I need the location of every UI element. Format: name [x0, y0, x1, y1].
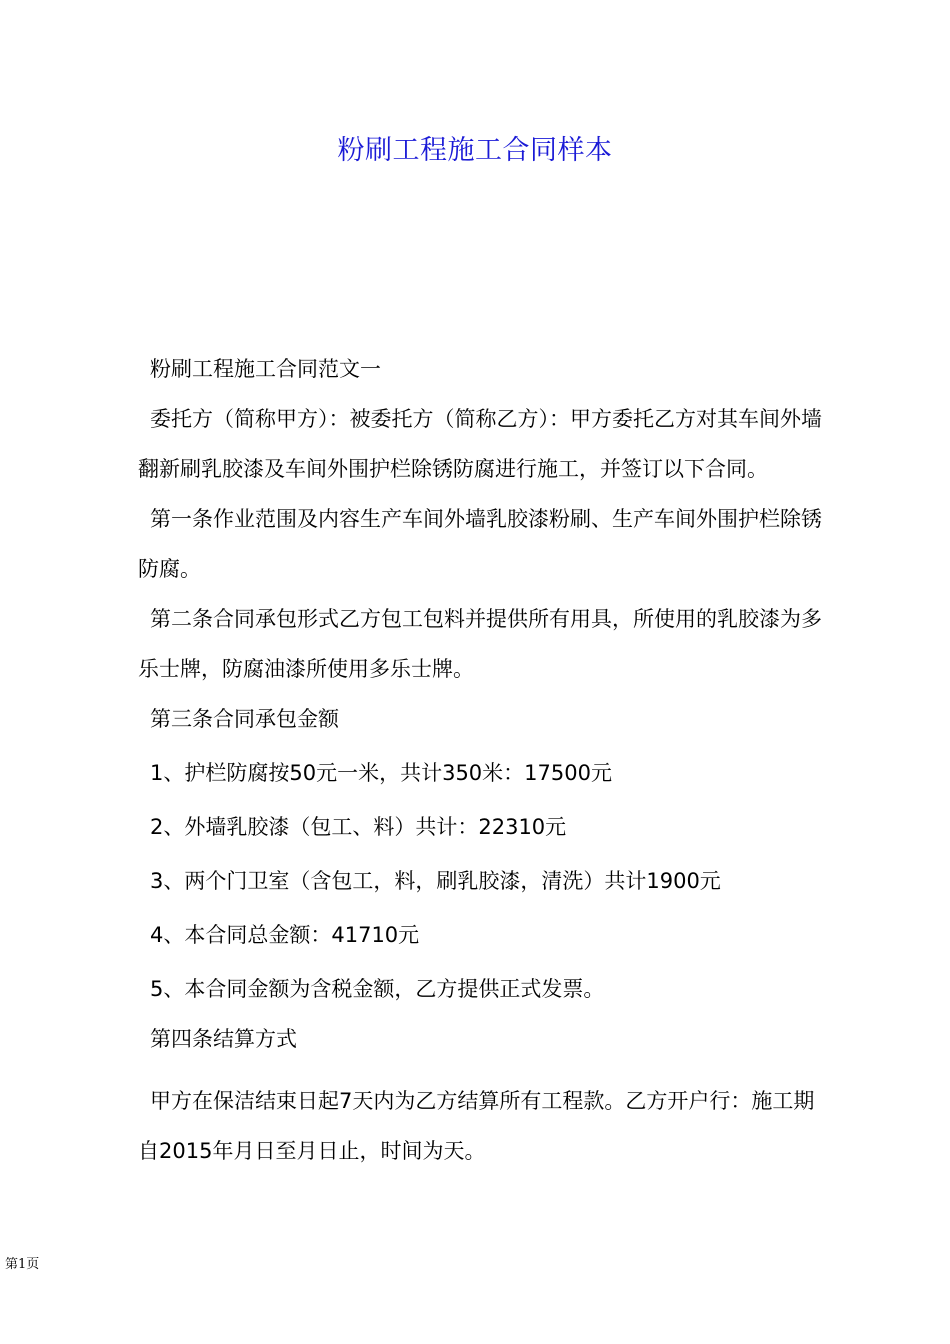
list-item: 1、护栏防腐按50元一米，共计350米：17500元 [150, 761, 612, 785]
paragraph-parties: 委托方（简称甲方）：被委托方（简称乙方）：甲方委托乙方对其车间外墙翻新刷乳胶漆及车间外围护栏除锈防腐进行施工，并签订以下合同。 [138, 407, 822, 481]
document-body [138, 344, 828, 1176]
paragraph-settlement: 甲方在保洁结束日起7天内为乙方结算所有工程款。乙方开户行：施工期自2015年月日至月日止，时间为天。 [138, 1089, 815, 1163]
document-title: 粉刷工程施工合同样本 [337, 135, 613, 166]
list-item: 4、本合同总金额：41710元 [150, 923, 420, 947]
section-heading: 粉刷工程施工合同范文一 [150, 357, 381, 381]
list-item: 5、本合同金额为含税金额，乙方提供正式发票。 [150, 977, 605, 1001]
paragraph-article-2: 第二条合同承包形式乙方包工包料并提供所有用具，所使用的乳胶漆为多乐士牌，防腐油漆所使用多乐士牌。 [138, 607, 822, 681]
paragraph-article-3-heading: 第三条合同承包金额 [150, 707, 339, 731]
list-item: 3、两个门卫室（含包工，料，刷乳胶漆，清洗）共计1900元 [150, 869, 721, 893]
page-number: 第1页 [5, 1257, 40, 1272]
list-item: 2、外墙乳胶漆（包工、料）共计：22310元 [150, 815, 567, 839]
paragraph-article-1: 第一条作业范围及内容生产车间外墙乳胶漆粉刷、生产车间外围护栏除锈防腐。 [138, 507, 822, 581]
amount-list [138, 748, 828, 1014]
paragraph-article-4-heading: 第四条结算方式 [150, 1027, 297, 1051]
